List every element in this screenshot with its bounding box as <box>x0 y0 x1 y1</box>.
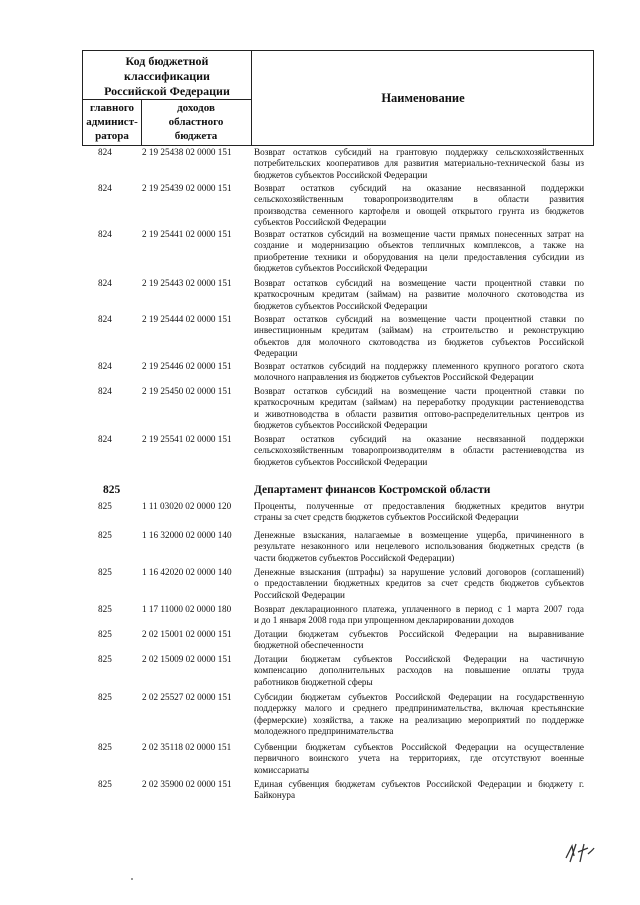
description-line: и до 1 января 2008 года при упрощенном декларировании доходов <box>254 615 514 626</box>
income-code: 2 19 25439 02 0000 151 <box>142 183 232 193</box>
description-line: приобретение техники и оборудования на цели предоставления субсидии из <box>254 251 584 262</box>
description-line: бюджетов субъектов Российской Федерации <box>254 169 428 180</box>
description-line: Единая субвенция бюджетам субъектов Российской Федерации и бюджету г. <box>254 779 584 789</box>
header-income <box>141 101 251 143</box>
header-line: админист- <box>86 116 138 128</box>
row-description <box>254 692 584 737</box>
description-line: компенсацию дополнительных расходов на повышение оплаты труда <box>254 665 584 676</box>
description-line: Федерации <box>254 347 298 358</box>
description-line: страны за счет средств бюджетов субъектов Российской Федерации <box>254 512 519 523</box>
header-line: областного <box>168 116 224 128</box>
header-line: Российской Федерации <box>104 84 230 98</box>
description-line: работников бюджетной сферы <box>254 676 373 687</box>
description-line: о предоставлении бюджетных кредитов за счет средств бюджетов субъектов <box>254 578 584 589</box>
admin-code: 824 <box>98 278 112 288</box>
row-description <box>254 530 584 564</box>
header-divider <box>83 99 251 100</box>
description-line: Возврат остатков субсидий на возмещение части процентной ставки по <box>254 278 584 288</box>
admin-code: 824 <box>98 314 112 324</box>
description-line: Возврат остатков субсидий на оказание несвязанной поддержки <box>254 183 584 193</box>
description-line: сельскохозяйственным товаропроизводителям в области развития <box>254 194 584 205</box>
header-line: главного <box>89 102 135 114</box>
admin-code: 825 <box>98 530 112 540</box>
row-description <box>254 567 584 601</box>
income-code: 2 19 25441 02 0000 151 <box>142 229 232 239</box>
description-line: объектов для молочного скотоводства из бюджетов субъектов Российской <box>254 336 584 347</box>
description-line: Денежные взыскания (штрафы) за нарушение условий договоров (соглашений) <box>254 567 584 577</box>
admin-code: 825 <box>98 654 112 664</box>
row-description <box>254 361 584 384</box>
admin-code: 825 <box>98 692 112 702</box>
row-description <box>254 147 584 181</box>
department-name: Департамент финансов Костромской области <box>254 484 491 496</box>
description-line: Возврат остатков субсидий на возмещение части процентной ставки по <box>254 314 584 324</box>
description-line: первичного воинского учета на территориях, где отсутствуют военные <box>254 753 584 764</box>
description-line: производства семенного картофеля и овощей открытого грунта из бюджетов <box>254 205 584 216</box>
income-code: 2 02 15001 02 0000 151 <box>142 629 232 639</box>
description-line: поддержку малого и среднего предпринимательства, включая крестьянские <box>254 703 584 714</box>
description-line: комиссариаты <box>254 764 310 775</box>
admin-code: 824 <box>98 229 112 239</box>
description-line: Возврат остатков субсидий на грантовую поддержку сельскохозяйственных <box>254 147 584 157</box>
admin-code: 825 <box>98 779 112 789</box>
row-description <box>254 654 584 688</box>
income-code: 2 19 25443 02 0000 151 <box>142 278 232 288</box>
scan-artifact <box>131 878 133 880</box>
description-line: краткосрочным кредитам (займам) на развитие молочного скотоводства из <box>254 289 584 300</box>
description-line: Проценты, полученные от предоставления бюджетных кредитов внутри <box>254 501 584 511</box>
admin-code: 824 <box>98 434 112 444</box>
income-code: 2 02 35118 02 0000 151 <box>142 742 232 752</box>
description-line: инвестиционным кредитам (займам) на строительство и реконструкцию <box>254 325 584 336</box>
description-line: Возврат остатков субсидий на возмещение части прямых понесенных затрат на <box>254 229 584 239</box>
description-line: бюджетов субъектов Российской Федерации <box>254 419 428 430</box>
description-line: бюджетов субъектов Российской Федерации <box>254 300 428 311</box>
description-line: результате незаконного или нецелевого использования бюджетных средств (в <box>254 541 584 552</box>
row-description <box>254 314 584 359</box>
row-description <box>254 278 584 312</box>
header-line: классификации <box>124 69 210 83</box>
header-line: доходов <box>177 102 215 114</box>
row-description <box>254 742 584 776</box>
description-line: субъектов Российской Федерации <box>254 216 387 227</box>
income-code: 1 17 11000 02 0000 180 <box>142 604 232 614</box>
header-line: Код бюджетной <box>125 54 209 68</box>
description-line: Возврат декларационного платежа, уплаченного в период с 1 марта 2007 года <box>254 604 584 614</box>
admin-code: 825 <box>98 742 112 752</box>
admin-code: 824 <box>98 183 112 193</box>
description-line: краткосрочным кредитам (займам) на переработку продукции растениеводства <box>254 397 584 408</box>
description-line: сельскохозяйственным товаропроизводителям в области растениеводства из <box>254 445 584 456</box>
description-line: Субвенции бюджетам субъектов Российской Федерации на осуществление <box>254 742 584 752</box>
header-name: Наименование <box>381 91 465 105</box>
row-description <box>254 629 584 652</box>
table-header <box>82 50 594 146</box>
income-code: 2 19 25438 02 0000 151 <box>142 147 232 157</box>
description-line: молодежного предпринимательства <box>254 725 394 736</box>
row-description <box>254 183 584 228</box>
row-description <box>254 604 584 627</box>
header-budget-code <box>83 54 251 99</box>
handwritten-signature <box>562 838 596 864</box>
header-line: бюджета <box>174 130 218 142</box>
description-line: Возврат остатков субсидий на поддержку племенного крупного рогатого скота <box>254 361 584 371</box>
description-line: Байконура <box>254 790 296 801</box>
description-line: создание и модернизацию объектов тепличных комплексов, а также на <box>254 240 584 251</box>
description-line: Денежные взыскания, налагаемые в возмещение ущерба, причиненного в <box>254 530 584 540</box>
department-code: 825 <box>103 484 121 496</box>
income-code: 2 02 35900 02 0000 151 <box>142 779 232 789</box>
description-line: и животноводства в области развития оптово-распределительных центров из <box>254 408 584 419</box>
admin-code: 825 <box>98 604 112 614</box>
row-description <box>254 229 584 274</box>
description-line: потребительских кооперативов для развития материально-технической базы из <box>254 158 584 169</box>
income-code: 2 19 25446 02 0000 151 <box>142 361 232 371</box>
description-line: Российской Федерации <box>254 589 345 600</box>
description-line: части бюджетов субъектов Российской Федерации) <box>254 552 455 563</box>
description-line: Возврат остатков субсидий на возмещение части процентной ставки по <box>254 386 584 396</box>
header-line: ратора <box>95 130 129 142</box>
description-line: (фермерские) хозяйства, а также на реализацию мероприятий по поддержке <box>254 714 584 725</box>
income-code: 1 16 42020 02 0000 140 <box>142 567 232 577</box>
admin-code: 824 <box>98 361 112 371</box>
description-line: Субсидии бюджетам субъектов Российской Федерации на государственную <box>254 692 584 702</box>
description-line: бюджетной обеспеченности <box>254 640 364 651</box>
income-code: 2 19 25541 02 0000 151 <box>142 434 232 444</box>
row-description <box>254 434 584 468</box>
row-description <box>254 501 584 524</box>
row-description <box>254 779 584 802</box>
income-code: 2 19 25450 02 0000 151 <box>142 386 232 396</box>
income-code: 2 19 25444 02 0000 151 <box>142 314 232 324</box>
income-code: 2 02 25527 02 0000 151 <box>142 692 232 702</box>
admin-code: 825 <box>98 501 112 511</box>
description-line: молочного направления из бюджетов субъектов Российской Федерации <box>254 372 534 383</box>
row-description <box>254 386 584 431</box>
admin-code: 825 <box>98 567 112 577</box>
income-code: 1 16 32000 02 0000 140 <box>142 530 232 540</box>
admin-code: 825 <box>98 629 112 639</box>
description-line: бюджетов субъектов Российской Федерации <box>254 262 428 273</box>
admin-code: 824 <box>98 386 112 396</box>
description-line: Дотации бюджетам субъектов Российской Федерации на частичную <box>254 654 584 664</box>
admin-code: 824 <box>98 147 112 157</box>
income-code: 1 11 03020 02 0000 120 <box>142 501 232 511</box>
description-line: бюджетов субъектов Российской Федерации <box>254 456 428 467</box>
income-code: 2 02 15009 02 0000 151 <box>142 654 232 664</box>
description-line: Дотации бюджетам субъектов Российской Федерации на выравнивание <box>254 629 584 639</box>
description-line: Возврат остатков субсидий на оказание несвязанной поддержки <box>254 434 584 444</box>
header-admin <box>83 101 141 143</box>
